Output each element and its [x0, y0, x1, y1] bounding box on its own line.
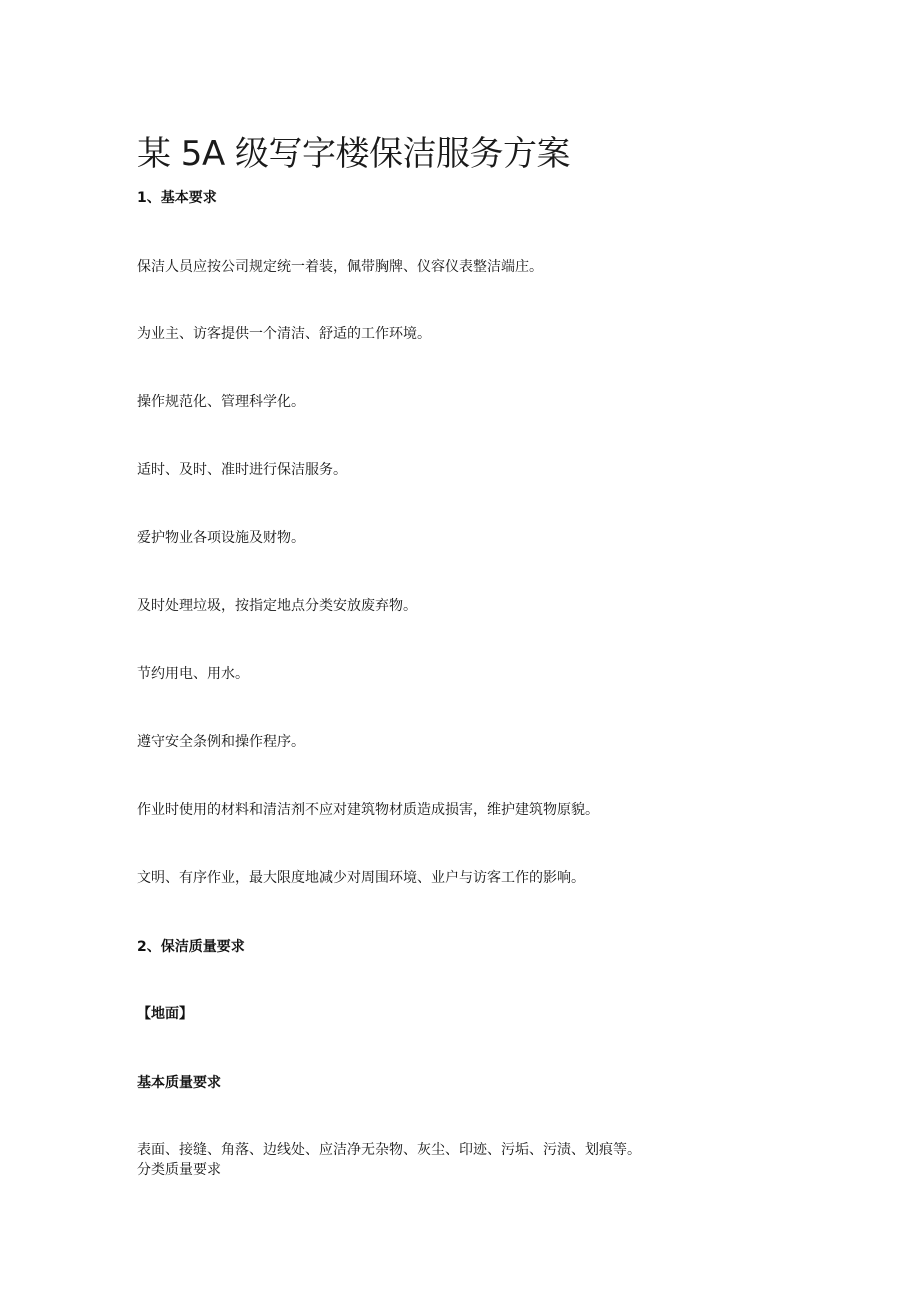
paragraph: 为业主、访客提供一个清洁、舒适的工作环境。 [137, 326, 431, 342]
paragraph: 爱护物业各项设施及财物。 [137, 530, 305, 546]
section-heading-basic-requirements: 1、基本要求 [137, 190, 217, 206]
paragraph: 节约用电、用水。 [137, 666, 249, 682]
paragraph: 操作规范化、管理科学化。 [137, 394, 305, 410]
paragraph: 适时、及时、准时进行保洁服务。 [137, 462, 347, 478]
paragraph: 作业时使用的材料和清洁剂不应对建筑物材质造成损害，维护建筑物原貌。 [137, 802, 599, 818]
paragraph: 及时处理垃圾，按指定地点分类安放废弃物。 [137, 598, 417, 614]
paragraph: 保洁人员应按公司规定统一着装，佩带胸牌、仪容仪表整洁端庄。 [137, 259, 543, 275]
basic-quality-heading: 基本质量要求 [137, 1075, 221, 1091]
paragraph: 文明、有序作业，最大限度地减少对周围环境、业户与访客工作的影响。 [137, 870, 585, 886]
section-heading-quality-requirements: 2、保洁质量要求 [137, 939, 245, 955]
category-quality-heading: 分类质量要求 [137, 1162, 221, 1178]
subsection-heading-floor: 【地面】 [137, 1006, 193, 1022]
document-title: 某 5A 级写字楼保洁服务方案 [137, 134, 571, 174]
paragraph: 遵守安全条例和操作程序。 [137, 734, 305, 750]
paragraph: 表面、接缝、角落、边线处、应洁净无杂物、灰尘、印迹、污垢、污渍、划痕等。 [137, 1142, 641, 1158]
